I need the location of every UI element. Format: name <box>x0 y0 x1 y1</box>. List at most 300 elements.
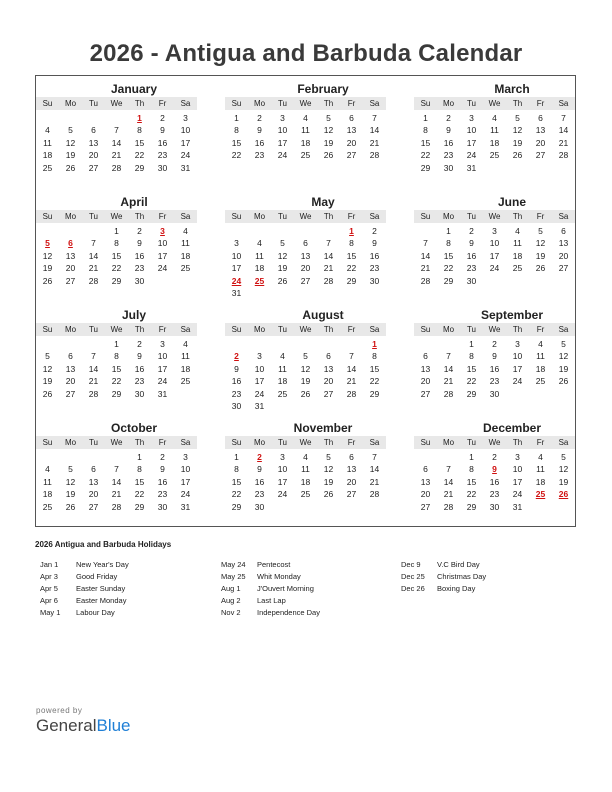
day-cell: 26 <box>323 150 334 161</box>
day-cell: 15 <box>466 476 477 487</box>
day-cell: 15 <box>369 363 380 374</box>
day-cell: 10 <box>180 125 191 136</box>
holiday-entry <box>221 595 320 607</box>
weekday-label: Fr <box>536 438 545 447</box>
day-grid <box>414 451 575 513</box>
empty-cell <box>36 451 59 463</box>
brand-name-blue: Blue <box>96 716 131 735</box>
day-cell: 6 <box>349 452 354 462</box>
day-cell: 21 <box>111 150 122 161</box>
day-cell: 8 <box>137 464 142 475</box>
day-cell: 3 <box>515 339 520 349</box>
day-cell: 24 <box>512 489 523 500</box>
day-cell: 2 <box>137 226 142 236</box>
day-cell: 9 <box>469 238 474 249</box>
day-cell: 18 <box>277 376 288 387</box>
holiday-column <box>401 559 486 595</box>
day-cell: 4 <box>538 339 543 349</box>
weekday-label: Tu <box>277 212 288 221</box>
day-cell: 9 <box>372 238 377 249</box>
weekday-label: We <box>110 438 123 447</box>
day-cell: 4 <box>183 226 188 236</box>
day-cell: 19 <box>558 363 569 374</box>
weekday-label: Th <box>512 99 523 108</box>
day-cell: 10 <box>157 351 168 362</box>
day-cell: 19 <box>512 137 523 148</box>
weekday-label: Th <box>134 438 145 447</box>
day-cell: 8 <box>234 125 239 136</box>
weekday-label: We <box>488 99 501 108</box>
holiday-day: 6 <box>68 238 73 249</box>
day-cell: 3 <box>183 113 188 123</box>
day-cell: 24 <box>180 150 191 161</box>
day-cell: 26 <box>42 275 53 286</box>
holiday-entry <box>401 559 486 571</box>
day-grid <box>225 451 386 513</box>
day-grid <box>225 112 386 162</box>
day-cell: 14 <box>443 363 454 374</box>
weekday-label: Fr <box>536 212 545 221</box>
holiday-name: Pentecost <box>257 560 291 569</box>
empty-cell <box>414 451 437 463</box>
month-april <box>36 194 197 287</box>
day-cell: 30 <box>231 400 242 411</box>
day-cell: 11 <box>43 476 52 487</box>
day-cell: 12 <box>558 351 569 362</box>
month-name: November <box>293 421 353 435</box>
day-cell: 17 <box>157 363 168 374</box>
holiday-day: 25 <box>535 489 546 500</box>
day-cell: 25 <box>512 263 523 274</box>
day-cell: 6 <box>68 351 73 362</box>
day-cell: 30 <box>369 275 380 286</box>
day-cell: 3 <box>183 452 188 462</box>
empty-cell <box>271 338 294 350</box>
day-cell: 6 <box>91 125 96 136</box>
holiday-date: Jan 1 <box>40 560 59 569</box>
day-cell: 16 <box>254 476 265 487</box>
day-cell: 4 <box>183 339 188 349</box>
day-cell: 26 <box>65 162 76 173</box>
day-cell: 17 <box>512 476 523 487</box>
weekday-label: Fr <box>347 438 356 447</box>
holiday-entry <box>40 595 129 607</box>
day-cell: 7 <box>423 238 428 249</box>
day-cell: 11 <box>301 464 310 475</box>
day-cell: 31 <box>254 400 265 411</box>
day-cell: 7 <box>561 113 566 123</box>
day-cell: 27 <box>300 275 311 286</box>
day-cell: 6 <box>326 351 331 362</box>
day-cell: 25 <box>535 376 546 387</box>
weekday-label: Tu <box>88 212 99 221</box>
day-cell: 24 <box>157 376 168 387</box>
day-cell: 8 <box>469 351 474 362</box>
holiday-name: New Year's Day <box>76 560 129 569</box>
day-cell: 31 <box>157 388 168 399</box>
day-cell: 12 <box>535 238 546 249</box>
weekday-label: Su <box>420 438 431 447</box>
day-cell: 10 <box>489 238 500 249</box>
day-cell: 28 <box>443 388 454 399</box>
day-cell: 31 <box>466 162 477 173</box>
day-cell: 11 <box>536 351 545 362</box>
empty-cell <box>36 112 59 124</box>
weekday-label: Mo <box>442 325 455 334</box>
day-cell: 7 <box>446 351 451 362</box>
empty-cell <box>294 225 317 237</box>
day-cell: 24 <box>277 150 288 161</box>
holiday-date: Aug 1 <box>221 584 241 593</box>
day-cell: 20 <box>65 376 76 387</box>
empty-cell <box>317 338 340 350</box>
weekday-label: Tu <box>277 325 288 334</box>
day-cell: 13 <box>558 238 569 249</box>
weekday-label: We <box>299 438 312 447</box>
day-cell: 22 <box>134 489 145 500</box>
day-cell: 5 <box>45 351 50 362</box>
day-cell: 28 <box>443 501 454 512</box>
day-grid <box>414 225 575 287</box>
day-cell: 8 <box>114 238 119 249</box>
day-cell: 26 <box>65 501 76 512</box>
weekday-label: Th <box>323 212 334 221</box>
weekday-label: Fr <box>347 325 356 334</box>
weekday-label: Tu <box>466 212 477 221</box>
weekday-label: Mo <box>442 99 455 108</box>
weekday-label: Th <box>512 438 523 447</box>
day-cell: 10 <box>277 125 288 136</box>
day-cell: 17 <box>277 476 288 487</box>
weekday-label: Su <box>42 438 53 447</box>
weekday-label: Tu <box>88 99 99 108</box>
weekday-label: Su <box>231 325 242 334</box>
weekday-header <box>225 210 386 223</box>
day-cell: 28 <box>420 275 431 286</box>
weekday-label: Sa <box>558 325 569 334</box>
day-cell: 13 <box>346 125 357 136</box>
month-july <box>36 307 197 400</box>
day-cell: 17 <box>277 137 288 148</box>
day-cell: 18 <box>180 250 191 261</box>
day-cell: 21 <box>369 476 380 487</box>
day-grid <box>36 225 197 287</box>
day-cell: 12 <box>300 363 311 374</box>
day-cell: 10 <box>466 125 477 136</box>
weekday-label: We <box>488 438 501 447</box>
weekday-label: Sa <box>369 438 380 447</box>
day-cell: 17 <box>489 250 500 261</box>
day-cell: 31 <box>512 501 523 512</box>
day-cell: 29 <box>346 275 357 286</box>
empty-cell <box>59 112 82 124</box>
day-cell: 11 <box>490 125 499 136</box>
holiday-day: 1 <box>372 339 377 349</box>
empty-cell <box>59 225 82 237</box>
day-cell: 27 <box>88 162 99 173</box>
weekday-header <box>414 436 575 449</box>
page-title: 2026 - Antigua and Barbuda Calendar <box>89 40 523 67</box>
day-cell: 23 <box>443 150 454 161</box>
day-cell: 10 <box>231 250 242 261</box>
day-cell: 12 <box>42 250 53 261</box>
day-cell: 29 <box>466 388 477 399</box>
day-cell: 30 <box>134 275 145 286</box>
day-cell: 4 <box>280 351 285 362</box>
holiday-entry <box>40 559 129 571</box>
day-cell: 2 <box>492 339 497 349</box>
empty-cell <box>437 338 460 350</box>
day-cell: 2 <box>137 339 142 349</box>
month-february <box>225 81 386 162</box>
day-cell: 1 <box>234 452 239 462</box>
day-cell: 10 <box>277 464 288 475</box>
day-cell: 8 <box>349 238 354 249</box>
day-grid <box>414 338 575 400</box>
day-cell: 27 <box>88 501 99 512</box>
day-cell: 7 <box>326 238 331 249</box>
day-cell: 9 <box>257 125 262 136</box>
day-cell: 23 <box>466 263 477 274</box>
day-cell: 4 <box>538 452 543 462</box>
day-cell: 3 <box>234 238 239 249</box>
day-cell: 16 <box>489 363 500 374</box>
day-cell: 12 <box>323 464 334 475</box>
day-cell: 12 <box>277 250 288 261</box>
month-may <box>225 194 386 299</box>
day-cell: 15 <box>231 476 242 487</box>
day-cell: 14 <box>111 476 122 487</box>
day-cell: 29 <box>111 388 122 399</box>
day-grid <box>36 451 197 513</box>
weekday-label: Sa <box>558 212 569 221</box>
day-cell: 4 <box>45 464 50 475</box>
day-cell: 18 <box>180 363 191 374</box>
holiday-date: May 24 <box>221 560 246 569</box>
day-cell: 7 <box>349 351 354 362</box>
weekday-label: Th <box>323 325 334 334</box>
day-cell: 18 <box>254 263 265 274</box>
day-cell: 8 <box>423 125 428 136</box>
weekday-label: Sa <box>369 325 380 334</box>
day-cell: 10 <box>157 238 168 249</box>
day-cell: 14 <box>346 363 357 374</box>
day-cell: 16 <box>466 250 477 261</box>
empty-cell <box>82 338 105 350</box>
weekday-label: Sa <box>180 438 191 447</box>
holiday-name: V.C Bird Day <box>437 560 480 569</box>
day-cell: 17 <box>180 476 191 487</box>
day-cell: 23 <box>489 376 500 387</box>
day-cell: 21 <box>443 376 454 387</box>
weekday-label: Su <box>231 438 242 447</box>
holiday-day: 5 <box>45 238 50 249</box>
month-name: February <box>297 82 349 96</box>
day-cell: 5 <box>561 452 566 462</box>
day-cell: 26 <box>277 275 288 286</box>
day-cell: 7 <box>91 238 96 249</box>
holiday-date: Nov 2 <box>221 608 241 617</box>
weekday-label: Tu <box>466 325 477 334</box>
empty-cell <box>248 338 271 350</box>
day-cell: 24 <box>466 150 477 161</box>
day-cell: 20 <box>65 263 76 274</box>
weekday-label: We <box>110 212 123 221</box>
weekday-label: Tu <box>277 438 288 447</box>
holiday-date: Dec 26 <box>401 584 425 593</box>
day-cell: 21 <box>88 263 99 274</box>
weekday-header <box>414 210 575 223</box>
month-name: August <box>302 308 344 322</box>
day-cell: 7 <box>114 125 119 136</box>
weekday-label: We <box>110 325 123 334</box>
day-cell: 25 <box>300 150 311 161</box>
weekday-label: Fr <box>347 99 356 108</box>
day-cell: 17 <box>157 250 168 261</box>
month-october <box>36 420 197 513</box>
day-cell: 16 <box>231 376 242 387</box>
weekday-label: Th <box>323 438 334 447</box>
day-cell: 29 <box>443 275 454 286</box>
day-cell: 24 <box>157 263 168 274</box>
day-cell: 9 <box>137 351 142 362</box>
holiday-entry <box>401 571 486 583</box>
day-cell: 16 <box>489 476 500 487</box>
day-cell: 6 <box>349 113 354 123</box>
day-cell: 15 <box>111 363 122 374</box>
day-cell: 19 <box>42 263 53 274</box>
day-cell: 27 <box>420 388 431 399</box>
day-cell: 14 <box>369 125 380 136</box>
day-cell: 29 <box>466 501 477 512</box>
day-cell: 22 <box>346 263 357 274</box>
day-cell: 7 <box>372 452 377 462</box>
day-cell: 19 <box>323 137 334 148</box>
day-grid <box>225 225 386 299</box>
weekday-header <box>36 97 197 110</box>
day-cell: 17 <box>231 263 242 274</box>
empty-cell <box>82 451 105 463</box>
day-cell: 11 <box>181 351 190 362</box>
day-cell: 21 <box>346 376 357 387</box>
day-cell: 3 <box>515 452 520 462</box>
day-cell: 25 <box>489 150 500 161</box>
day-cell: 1 <box>114 226 119 236</box>
weekday-label: Mo <box>64 212 77 221</box>
day-cell: 5 <box>68 464 73 475</box>
day-cell: 21 <box>323 263 334 274</box>
month-december <box>414 420 575 513</box>
empty-cell <box>271 225 294 237</box>
day-cell: 6 <box>91 464 96 475</box>
weekday-header <box>414 323 575 336</box>
day-cell: 12 <box>323 125 334 136</box>
day-cell: 13 <box>420 363 431 374</box>
weekday-label: Fr <box>536 99 545 108</box>
holiday-entry <box>40 571 129 583</box>
holiday-column <box>221 559 320 619</box>
day-cell: 20 <box>346 137 357 148</box>
weekday-label: We <box>488 325 501 334</box>
day-cell: 15 <box>346 250 357 261</box>
day-cell: 14 <box>323 250 334 261</box>
day-cell: 8 <box>137 125 142 136</box>
holiday-date: Dec 25 <box>401 572 425 581</box>
day-cell: 13 <box>535 125 546 136</box>
day-cell: 6 <box>538 113 543 123</box>
day-cell: 24 <box>254 388 265 399</box>
day-cell: 15 <box>111 250 122 261</box>
holiday-entry <box>221 559 320 571</box>
day-cell: 24 <box>277 489 288 500</box>
brand-logo <box>36 716 131 736</box>
day-cell: 5 <box>326 113 331 123</box>
holiday-day: 25 <box>254 275 265 286</box>
weekday-label: Tu <box>466 99 477 108</box>
weekday-header <box>414 97 575 110</box>
day-cell: 20 <box>558 250 569 261</box>
day-cell: 20 <box>88 150 99 161</box>
holiday-name: Labour Day <box>76 608 115 617</box>
day-cell: 13 <box>65 363 76 374</box>
holiday-day: 1 <box>137 113 142 123</box>
month-name: May <box>311 195 335 209</box>
weekday-label: Th <box>512 325 523 334</box>
day-cell: 26 <box>535 263 546 274</box>
day-cell: 29 <box>420 162 431 173</box>
day-cell: 14 <box>369 464 380 475</box>
weekday-label: We <box>299 212 312 221</box>
weekday-label: Tu <box>88 438 99 447</box>
weekday-label: We <box>110 99 123 108</box>
weekday-label: Sa <box>558 99 569 108</box>
weekday-label: Sa <box>180 212 191 221</box>
day-cell: 20 <box>420 489 431 500</box>
day-cell: 30 <box>157 501 168 512</box>
day-cell: 23 <box>134 263 145 274</box>
day-cell: 23 <box>369 263 380 274</box>
day-cell: 4 <box>45 125 50 136</box>
day-cell: 21 <box>420 263 431 274</box>
empty-cell <box>317 225 340 237</box>
day-grid <box>36 338 197 400</box>
weekday-label: Th <box>134 212 145 221</box>
day-cell: 1 <box>423 113 428 123</box>
day-cell: 19 <box>535 250 546 261</box>
day-cell: 13 <box>88 476 99 487</box>
day-cell: 27 <box>346 150 357 161</box>
weekday-label: Sa <box>369 99 380 108</box>
day-cell: 2 <box>372 226 377 236</box>
day-cell: 12 <box>512 125 523 136</box>
day-cell: 1 <box>446 226 451 236</box>
day-cell: 3 <box>469 113 474 123</box>
day-cell: 17 <box>466 137 477 148</box>
holiday-day: 9 <box>492 464 497 475</box>
day-cell: 26 <box>512 150 523 161</box>
weekday-label: Fr <box>158 325 167 334</box>
day-cell: 4 <box>492 113 497 123</box>
weekday-header <box>225 323 386 336</box>
day-cell: 22 <box>443 263 454 274</box>
brand-name-general: General <box>36 716 97 735</box>
day-cell: 13 <box>65 250 76 261</box>
empty-cell <box>294 338 317 350</box>
day-cell: 11 <box>513 238 522 249</box>
weekday-header <box>36 436 197 449</box>
day-cell: 28 <box>346 388 357 399</box>
holiday-date: May 1 <box>40 608 61 617</box>
